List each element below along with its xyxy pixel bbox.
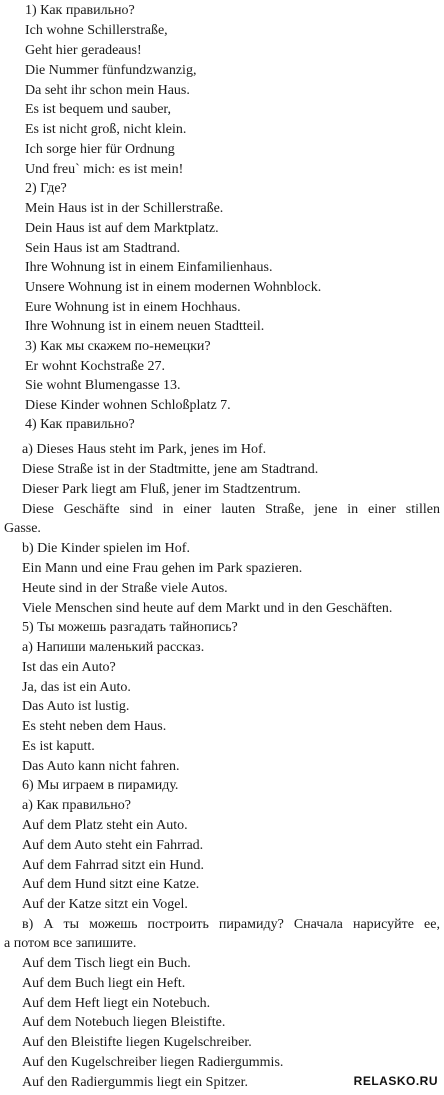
text-line: Diese Straße ist in der Stadtmitte, jene am Stadtrand. <box>22 462 319 477</box>
text-line: Auf dem Hund sitzt eine Katze. <box>22 877 200 892</box>
text-line: Das Auto kann nicht fahren. <box>22 759 180 774</box>
text-line: Auf dem Heft liegt ein Notebuch. <box>22 996 211 1011</box>
text-line: Auf dem Tisch liegt ein Buch. <box>22 956 191 971</box>
text-line: Auf der Katze sitzt ein Vogel. <box>22 897 188 912</box>
heading-exercise-3: 3) Как мы скажем по-немецки? <box>25 339 211 354</box>
text-line: Auf dem Buch liegt ein Heft. <box>22 976 186 991</box>
text-line: Ist das ein Auto? <box>22 660 116 675</box>
text-line: Da seht ihr schon mein Haus. <box>25 83 190 98</box>
text-line: Das Auto ist lustig. <box>22 699 130 714</box>
text-line: Auf den Kugelschreiber liegen Radiergummis. <box>22 1055 284 1070</box>
text-line: Es steht neben dem Haus. <box>22 719 167 734</box>
text-line: Ich wohne Schillerstraße, <box>25 23 168 38</box>
text-line: Auf den Bleistifte liegen Kugelschreiber. <box>22 1035 252 1050</box>
heading-exercise-6: 6) Мы играем в пирамиду. <box>22 778 179 793</box>
text-line: Er wohnt Kochstraße 27. <box>25 359 165 374</box>
text-line: Geht hier geradeaus! <box>25 43 142 58</box>
text-line: Auf dem Notebuch liegen Bleistifte. <box>22 1015 226 1030</box>
text-line: Die Nummer fünfundzwanzig, <box>25 63 197 78</box>
text-line: а) Как правильно? <box>22 798 131 813</box>
text-line: Und freu` mich: es ist mein! <box>25 162 184 177</box>
text-line: Sie wohnt Blumengasse 13. <box>25 378 181 393</box>
text-line: Auf dem Platz steht ein Auto. <box>22 818 188 833</box>
text-line: a) Dieses Haus steht im Park, jenes im Hof. <box>22 442 267 457</box>
text-line: Es ist bequem und sauber, <box>25 102 172 117</box>
text-line: а потом все запишите. <box>4 936 137 951</box>
text-line: Auf dem Auto steht ein Fahrrad. <box>22 838 204 853</box>
text-line: Dieser Park liegt am Fluß, jener im Stadtzentrum. <box>22 482 301 497</box>
text-line: Auf den Radiergummis liegt ein Spitzer. <box>22 1075 249 1090</box>
text-line: Ihre Wohnung ist in einem neuen Stadtteil. <box>25 319 265 334</box>
heading-exercise-1: 1) Как правильно? <box>25 3 135 18</box>
text-line: Mein Haus ist in der Schillerstraße. <box>25 201 224 216</box>
text-line: Ein Mann und eine Frau gehen im Park spazieren. <box>22 561 303 576</box>
text-line: Viele Menschen sind heute auf dem Markt und in den Geschäften. <box>22 601 393 616</box>
text-line: Eure Wohnung ist in einem Hochhaus. <box>25 300 241 315</box>
text-line: Sein Haus ist am Stadtrand. <box>25 241 181 256</box>
text-line-justified: Diese Geschäfte sind in einer lauten Straße, jene in einer stillen <box>22 502 440 517</box>
text-line: а) Напиши маленький рассказ. <box>22 640 205 655</box>
text-line: Ja, das ist ein Auto. <box>22 680 131 695</box>
text-line: Diese Kinder wohnen Schloßplatz 7. <box>25 398 231 413</box>
heading-exercise-4: 4) Как правильно? <box>25 417 135 432</box>
heading-exercise-2: 2) Где? <box>25 181 67 196</box>
heading-exercise-5: 5) Ты можешь разгадать тайнопись? <box>22 620 238 635</box>
text-line: Heute sind in der Straße viele Autos. <box>22 581 228 596</box>
text-line: Unsere Wohnung ist in einem modernen Wohnblock. <box>25 280 322 295</box>
text-line: Es ist nicht groß, nicht klein. <box>25 122 187 137</box>
text-line: Gasse. <box>4 521 41 536</box>
text-line: Ihre Wohnung ist in einem Einfamilienhaus. <box>25 260 273 275</box>
text-line: Es ist kaputt. <box>22 739 95 754</box>
text-line: b) Die Kinder spielen im Hof. <box>22 541 190 556</box>
watermark: RELASKO.RU <box>353 1074 438 1088</box>
text-line: Dein Haus ist auf dem Marktplatz. <box>25 221 219 236</box>
text-line: Ich sorge hier für Ordnung <box>25 142 175 157</box>
text-line-justified: в) А ты можешь построить пирамиду? Сначала нарисуйте ее, <box>22 917 440 932</box>
text-line: Auf dem Fahrrad sitzt ein Hund. <box>22 858 204 873</box>
